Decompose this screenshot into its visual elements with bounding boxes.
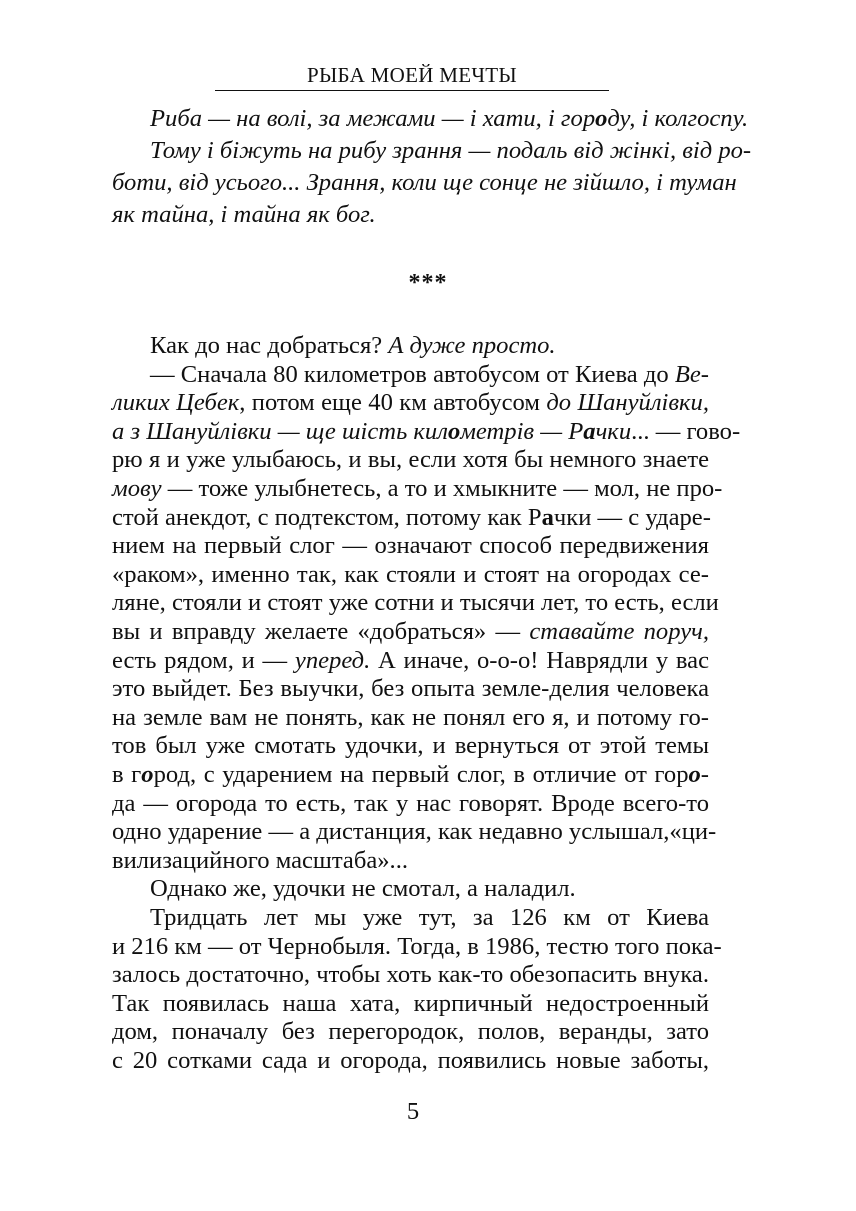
text-line: Однако же, удочки не смотал, а наладил.	[150, 875, 576, 902]
text-line: «раком», именно так, как стояли и стоят на огородах се-	[112, 561, 709, 588]
text-line: и 216 км — от Чернобыля. Тогда, в 1986, тестю того пока-	[112, 933, 722, 960]
text-line: вилизацийного масштаба»...	[112, 847, 409, 874]
text-line: залось достаточно, чтобы хоть как-то обезопасить внука.	[112, 961, 709, 988]
text-line: Риба — на волі, за межами — і хати, і городу, і колгоспу.	[150, 105, 749, 132]
section-separator: ***	[408, 270, 448, 296]
text-line: одно ударение — а дистанция, как недавно услышал,«ци-	[112, 818, 717, 845]
text-line: Тому і біжуть на рибу зрання — подаль від жінкі, від ро-	[150, 137, 752, 164]
text-line: с 20 сотками сада и огорода, появились новые заботы,	[112, 1047, 709, 1074]
text-line: — Сначала 80 километров автобусом от Киева до Ве-	[150, 361, 709, 388]
page-number: 5	[406, 1098, 420, 1125]
text-line: Тридцать лет мы уже тут, за 126 км от Киева	[150, 904, 709, 931]
text-line: мову — тоже улыбнетесь, а то и хмыкните — мол, не про-	[112, 475, 723, 502]
text-line: боти, від усього... Зрання, коли ще сонце не зійшло, і туман	[112, 169, 737, 196]
text-line: в город, с ударением на первый слог, в отличие от горо-	[112, 761, 709, 788]
text-line: вы и вправду желаете «добраться» — ставайте поруч,	[112, 618, 709, 645]
text-line: на земле вам не понять, как не понял его я, и потому го-	[112, 704, 709, 731]
text-line: нием на первый слог — означают способ передвижения	[112, 532, 709, 559]
running-head-rule	[215, 90, 609, 91]
text-line: да — огорода то есть, так у нас говорят. Вроде всего-то	[112, 790, 709, 817]
text-line: дом, поначалу без перегородок, полов, веранды, зато	[112, 1018, 709, 1045]
text-line: это выйдет. Без выучки, без опыта земле-делия человека	[112, 675, 709, 702]
text-line: ликих Цебек, потом еще 40 км автобусом до Шануйлівки,	[112, 389, 710, 416]
text-line: рю я и уже улыбаюсь, и вы, если хотя бы немного знаете	[112, 446, 709, 473]
text-line: стой анекдот, с подтекстом, потому как Рачки — с ударе-	[112, 504, 711, 531]
text-line: Как до нас добраться? А дуже просто.	[150, 332, 556, 359]
text-line: а з Шануйлівки — ще шість километрів — Рачки... — гово-	[112, 418, 741, 445]
text-line: ляне, стояли и стоят уже сотни и тысячи лет, то есть, если	[112, 589, 719, 616]
text-line: тов был уже смотать удочки, и вернуться от этой темы	[112, 732, 709, 759]
text-line: Так появилась наша хата, кирпичный недостроенный	[112, 990, 709, 1017]
text-line: як тайна, і тайна як бог.	[112, 201, 376, 228]
running-head: РЫБА МОЕЙ МЕЧТЫ	[306, 63, 518, 87]
text-line: есть рядом, и — уперед. А иначе, о-о-о! Наврядли у вас	[112, 647, 710, 674]
